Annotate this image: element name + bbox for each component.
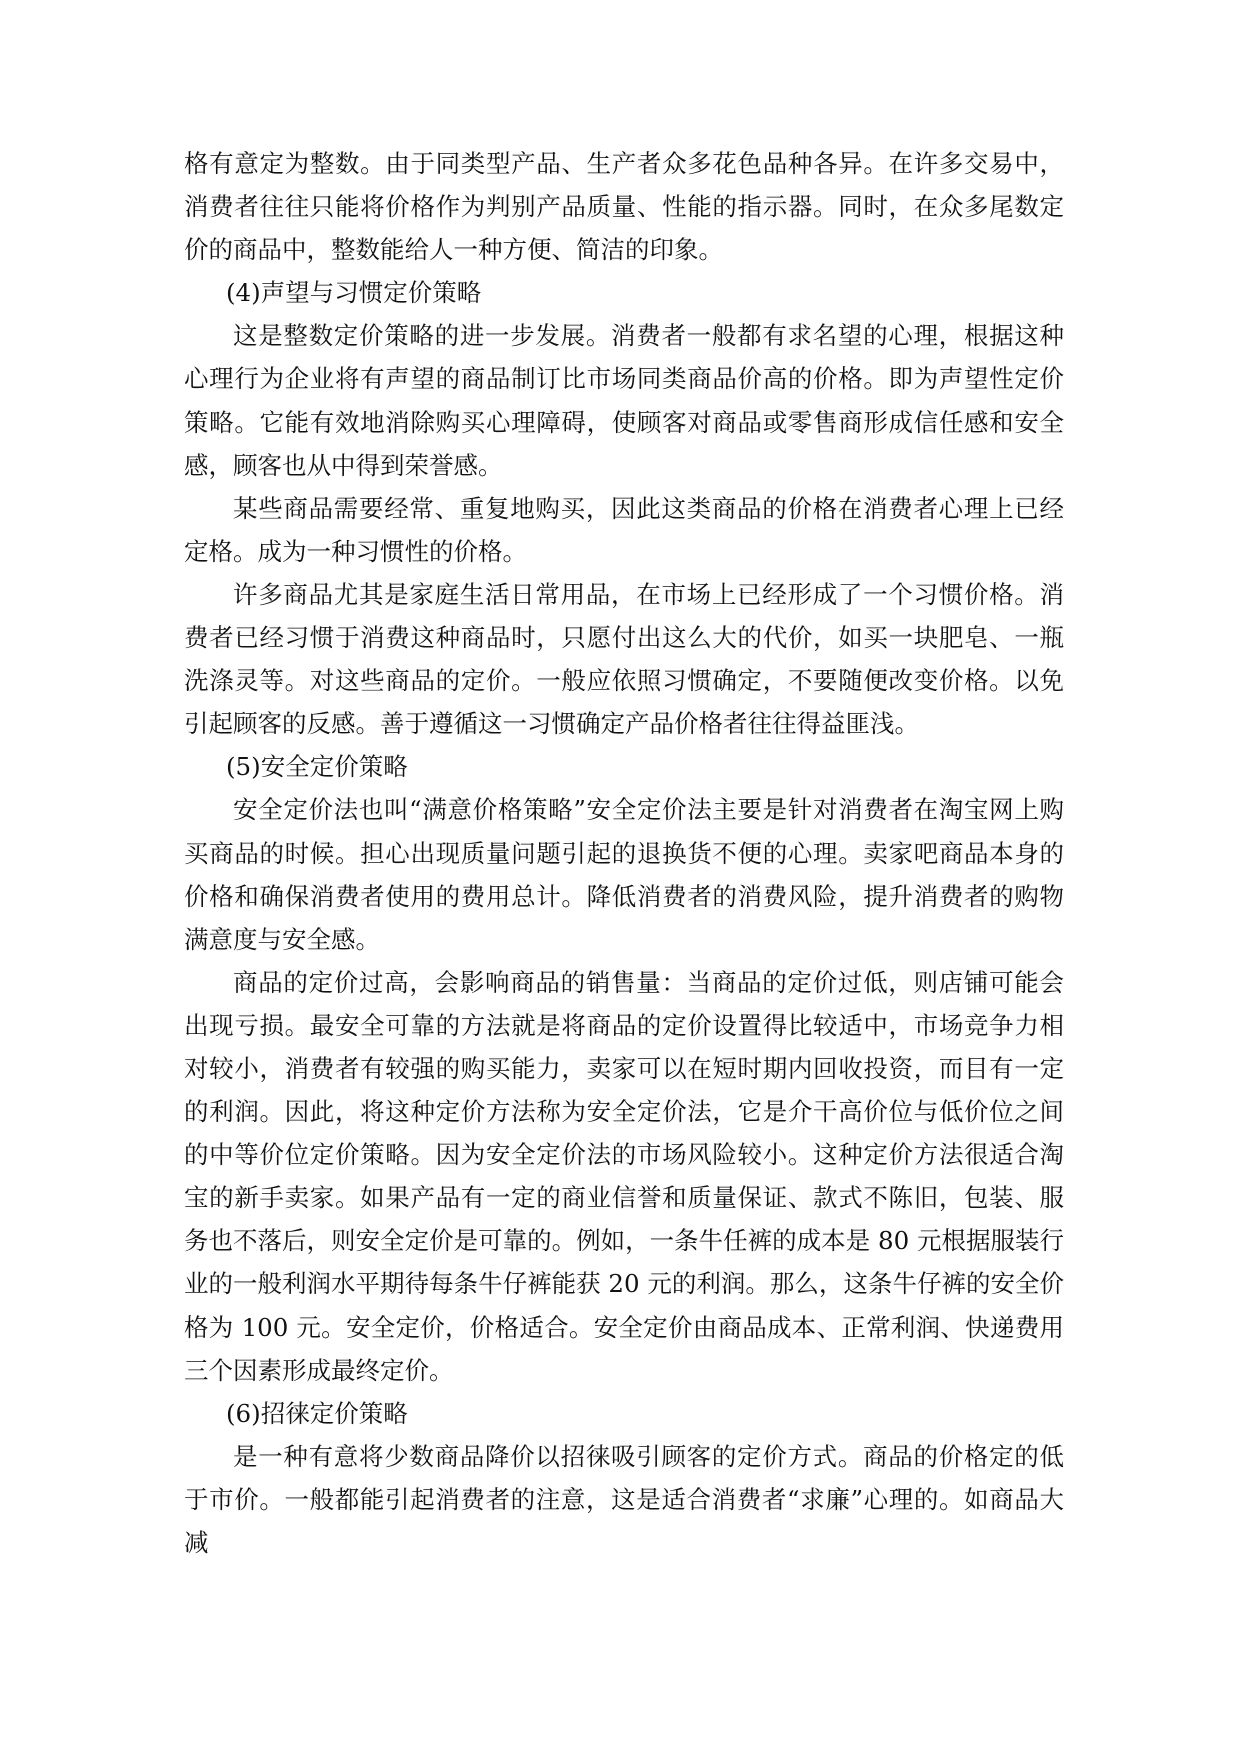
document-body	[184, 142, 1064, 1564]
paragraph: 安全定价法也叫“满意价格策略”安全定价法主要是针对消费者在淘宝网上购买商品的时候。担心出现质量问题引起的退换货不便的心理。卖家吧商品本身的价格和确保消费者使用的费用总计。降低消费者的消费风险，提升消费者的购物满意度与安全感。	[184, 795, 1064, 954]
paragraph: 是一种有意将少数商品降价以招徕吸引顾客的定价方式。商品的价格定的低于市价。一般都能引起消费者的注意，这是适合消费者“求廉”心理的。如商品大减	[184, 1441, 1064, 1557]
section-heading-6: (6)招徕定价策略	[226, 1398, 408, 1428]
section-heading-5: (5)安全定价策略	[226, 752, 408, 782]
paragraph-continuation: 格有意定为整数。由于同类型产品、生产者众多花色品种各异。在许多交易中，消费者往往只能将价格作为判别产品质量、性能的指示器。同时，在众多尾数定价的商品中，整数能给人一种方便、简洁的印象。	[184, 149, 1064, 265]
paragraph: 许多商品尤其是家庭生活日常用品，在市场上已经形成了一个习惯价格。消费者已经习惯于消费这种商品时，只愿付出这么大的代价，如买一块肥皂、一瓶洗涤灵等。对这些商品的定价。一般应依照习惯确定，不要随便改变价格。以免引起顾客的反感。善于遵循这一习惯确定产品价格者往往得益匪浅。	[184, 579, 1064, 739]
paragraph: 商品的定价过高，会影响商品的销售量：当商品的定价过低，则店铺可能会出现亏损。最安全可靠的方法就是将商品的定价设置得比较适中，市场竞争力相对较小，消费者有较强的购买能力，卖家可以在短时期内回收投资，而目有一定的利润。因此，将这种定价方法称为安全定价法，它是介干高价位与低价位之间的中等价位定价策略。因为安全定价法的市场风险较小。这种定价方法很适合淘宝的新手卖家。如果产品有一定的商业信誉和质量保证、款式不陈旧，包装、服务也不落后，则安全定价是可靠的。例如，一条牛任裤的成本是 80 元根据服装行业的一般利润水平期待每条牛仔裤能获 20 元的利润。那么，这条牛仔裤的安全价格为 100 元。安全定价，价格适合。安全定价由商品成本、正常利润、快递费用三个因素形成最终定价。	[184, 967, 1064, 1385]
section-heading-4: (4)声望与习惯定价策略	[226, 278, 482, 308]
paragraph: 某些商品需要经常、重复地购买，因此这类商品的价格在消费者心理上已经定格。成为一种习惯性的价格。	[184, 493, 1064, 566]
paragraph: 这是整数定价策略的进一步发展。消费者一般都有求名望的心理，根据这种心理行为企业将有声望的商品制订比市场同类商品价高的价格。即为声望性定价策略。它能有效地消除购买心理障碍，使顾客对商品或零售商形成信任感和安全感，顾客也从中得到荣誉感。	[184, 321, 1064, 480]
